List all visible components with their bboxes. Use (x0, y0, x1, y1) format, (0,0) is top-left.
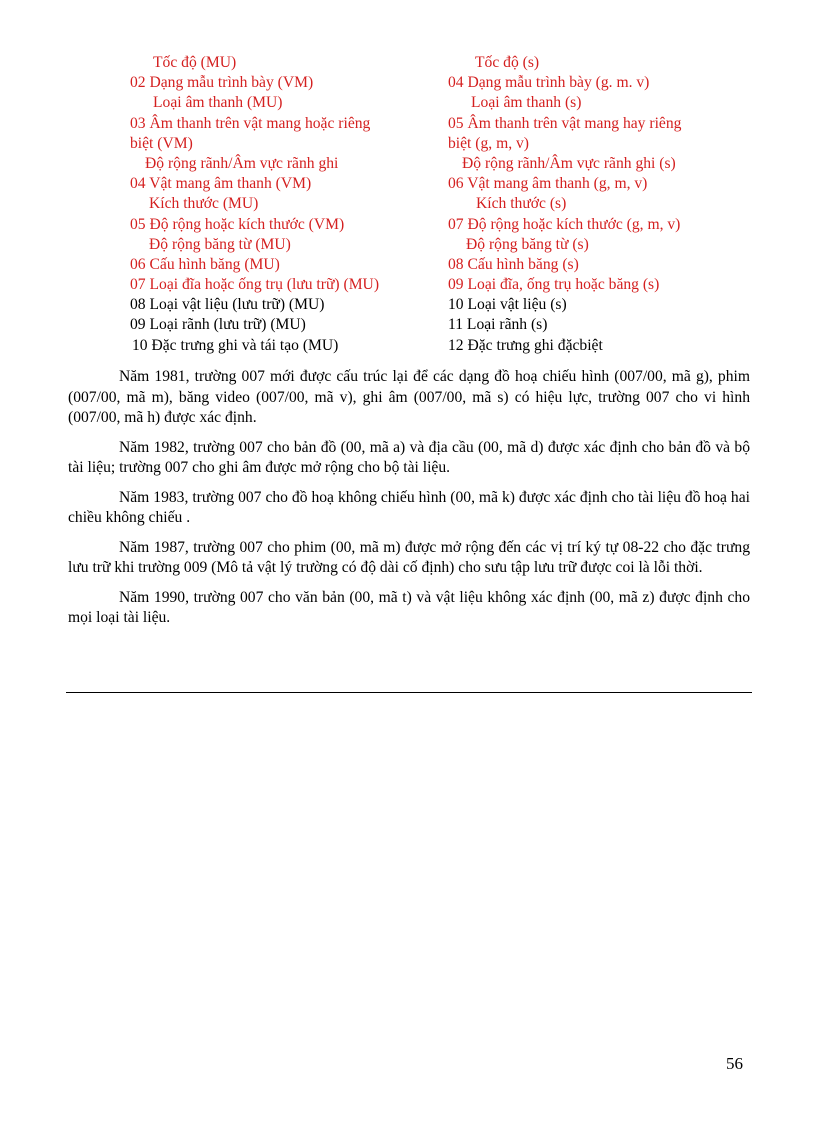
list-row (0, 53, 816, 73)
left-item: 06 Cấu hình băng (MU) (130, 255, 280, 273)
list-row (0, 114, 816, 134)
right-item: 11 Loại rãnh (s) (448, 316, 548, 334)
right-item: 12 Đặc trưng ghi đặcbiệt (448, 336, 603, 354)
list-row (0, 174, 816, 194)
page-number: 56 (726, 1054, 743, 1073)
list-row (0, 93, 816, 113)
list-row (0, 73, 816, 93)
left-item: Độ rộng băng từ (MU) (149, 235, 291, 253)
left-item: 03 Âm thanh trên vật mang hoặc riêng (130, 114, 371, 132)
list-row (0, 336, 816, 356)
left-item: 09 Loại rãnh (lưu trữ) (MU) (130, 316, 306, 334)
list-row (0, 275, 816, 295)
left-item: 02 Dạng mẫu trình bày (VM) (130, 74, 314, 92)
left-item: 05 Độ rộng hoặc kích thước (VM) (130, 215, 345, 233)
list-row (0, 194, 816, 214)
paragraph: Năm 1983, trường 007 cho đồ hoạ không chiếu hình (00, mã k) được xác định cho tài liệu đồ hoạ hai chiều không chiếu . (68, 488, 750, 526)
right-item: Độ rộng rãnh/Âm vực rãnh ghi (s) (462, 154, 676, 172)
right-item: 05 Âm thanh trên vật mang hay riêng (448, 114, 682, 132)
left-item: Loại âm thanh (MU) (153, 94, 283, 112)
right-item: 09 Loại đĩa, ống trụ hoặc băng (s) (448, 276, 660, 294)
right-item: 10 Loại vật liệu (s) (448, 296, 567, 314)
left-item: 08 Loại vật liệu (lưu trữ) (MU) (130, 296, 325, 314)
left-item: Kích thước (MU) (149, 195, 259, 213)
right-item: 08 Cấu hình băng (s) (448, 255, 579, 273)
paragraph: Năm 1990, trường 007 cho văn bản (00, mã t) và vật liệu không xác định (00, mã z) được định cho mọi loại tài liệu. (68, 588, 750, 626)
left-item: Độ rộng rãnh/Âm vực rãnh ghi (145, 154, 339, 172)
right-item: Tốc độ (s) (475, 54, 540, 71)
right-item: 07 Độ rộng hoặc kích thước (g, m, v) (448, 215, 681, 233)
two-column-list (0, 53, 816, 356)
right-item: Độ rộng băng từ (s) (466, 235, 589, 253)
right-item: Kích thước (s) (476, 195, 567, 213)
right-item: 04 Dạng mẫu trình bày (g. m. v) (448, 74, 650, 92)
list-row (0, 154, 816, 174)
paragraph: Năm 1981, trường 007 mới được cấu trúc lại để các dạng đồ hoạ chiếu hình (007/00, mã g), phim (007/00, mã m), băng video (007/00, mã v), ghi âm (007/00, mã s) có hiệu lực, trường 007 cho vi hình (007/00, mã h) được xác định. (68, 368, 750, 426)
list-row (0, 215, 816, 235)
left-item: 07 Loại đĩa hoặc ống trụ (lưu trữ) (MU) (130, 276, 380, 294)
list-row (0, 235, 816, 255)
right-item: Loại âm thanh (s) (471, 94, 582, 112)
list-row (0, 134, 816, 154)
body-text (68, 367, 750, 638)
paragraph: Năm 1987, trường 007 cho phim (00, mã m) được mở rộng đến các vị trí ký tự 08-22 cho đặc trưng lưu trữ khi trường 009 (Mô tả vật lý trường có độ dài cố định) cho sưu tập lưu trữ được coi là lỗi thời. (68, 538, 750, 576)
left-item: biệt (VM) (130, 134, 193, 152)
list-row (0, 255, 816, 275)
right-item: biệt (g, m, v) (448, 134, 529, 152)
list-row (0, 295, 816, 315)
left-item: Tốc độ (MU) (153, 54, 237, 71)
right-item: 06 Vật mang âm thanh (g, m, v) (448, 175, 648, 193)
paragraph: Năm 1982, trường 007 cho bản đồ (00, mã a) và địa cầu (00, mã d) được xác định cho bản đồ và bộ tài liệu; trường 007 cho ghi âm được mở rộng cho bộ tài liệu. (68, 438, 750, 476)
left-item: 04 Vật mang âm thanh (VM) (130, 175, 312, 193)
left-item: 10 Đặc trưng ghi và tái tạo (MU) (132, 336, 339, 354)
list-row (0, 315, 816, 335)
horizontal-divider (66, 692, 752, 693)
